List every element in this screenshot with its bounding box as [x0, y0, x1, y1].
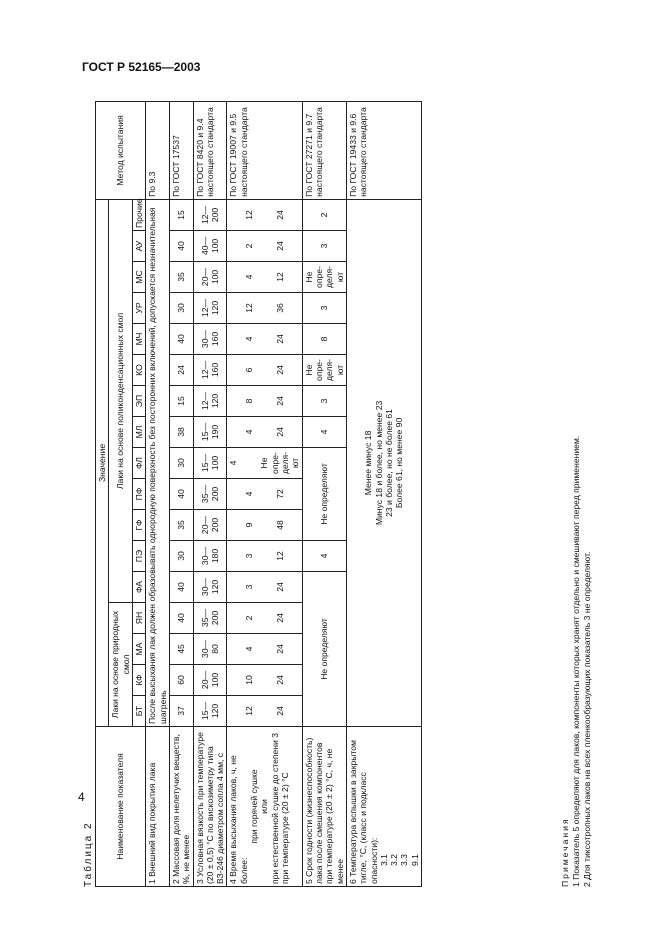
cell: 20— 200	[193, 510, 227, 541]
row-method: По ГОСТ 27271 и 9.7 настоящего стандарта	[302, 101, 346, 199]
cell: 38	[169, 417, 193, 448]
notes-title: Примечания	[560, 817, 570, 887]
cell: 4 12	[227, 262, 302, 293]
cell: Не опре- деля- ют	[302, 355, 346, 386]
not-determined-2: Не определяют	[302, 448, 346, 541]
col-code: Прочие	[132, 199, 145, 230]
cell: 12— 200	[193, 199, 227, 230]
row-method: По ГОСТ 8420 и 9.4 настоящего стандарта	[193, 101, 227, 199]
note-1: 1 Показатель 5 определяют для лаков, компоненты которых хранят отдельно и смешивают перед применением.	[571, 435, 582, 887]
cell: 8 24	[227, 386, 302, 417]
col-code: МЛ	[132, 417, 145, 448]
row-name: 1 Внешний вид покрытия лака	[146, 727, 170, 887]
temp-3-1: Менее минус 18	[363, 430, 374, 496]
cell: 4 72	[227, 479, 302, 510]
table-row	[193, 101, 227, 886]
row-merged-value: После высыхания лак должен образовывать однородную поверхность без посторонних включений, допускается незначительная шагрень	[146, 199, 170, 726]
cell: 60	[169, 665, 193, 696]
cell: 12 36	[227, 293, 302, 324]
cell: 15	[169, 386, 193, 417]
row-name-d: при естественной сушке до степени 3 при температуре (20 ± 2) °С	[269, 732, 290, 884]
temp-3-2: Минус 18 и более, но менее 23	[373, 400, 384, 526]
cell: 37	[169, 696, 193, 727]
row-name-b: при горячей сушке	[249, 769, 260, 844]
cell: 40— 100	[193, 231, 227, 262]
row-name: 5 Срок годности (жизнеспособность) лака после смешения компонентов при температуре (20 ± 2) °С, ч, не менее	[302, 727, 346, 887]
cell: 35— 200	[193, 479, 227, 510]
cell: 12 24	[227, 199, 302, 230]
cell: 12— 160	[193, 355, 227, 386]
temp-9-1: Более 61, но менее 90	[394, 417, 405, 509]
col-code: БТ	[132, 696, 145, 727]
row-name-c: или	[259, 799, 270, 814]
cell: 4 24	[227, 634, 302, 665]
col-code: ПФ	[132, 479, 145, 510]
col-code: ЯН	[132, 603, 145, 634]
cell: 12 24	[227, 696, 302, 727]
cell: 30— 180	[193, 541, 227, 572]
document-header: ГОСТ Р 52165—2003	[82, 60, 201, 74]
cell: 40	[169, 324, 193, 355]
row-name: 2 Массовая доля нелетучих веществ, %, не менее	[169, 727, 193, 887]
table-row	[227, 101, 302, 886]
row-method: По ГОСТ 17537	[169, 101, 193, 199]
row-name: 3 Условная вязкость при температуре (20 ± 0,5) °С по вискозиметру типа ВЗ-246 диаметром сопла 4 мм, с	[193, 727, 227, 887]
col-header-name: Наименование показателя	[96, 727, 146, 887]
class-9-1: 9.1	[409, 854, 420, 866]
cell: 40	[169, 603, 193, 634]
cell: 4	[302, 417, 346, 448]
cell: 30— 80	[193, 634, 227, 665]
table-caption: Таблица 2	[83, 821, 94, 887]
group-natural: Лаки на основе природных смол	[109, 603, 133, 727]
cell: 3 12	[227, 541, 302, 572]
cell: 30	[169, 541, 193, 572]
cell: 40	[169, 479, 193, 510]
cell: 15	[169, 199, 193, 230]
cell: 12— 120	[193, 293, 227, 324]
properties-table	[95, 101, 422, 887]
col-code: ГФ	[132, 510, 145, 541]
cell: 2 24	[227, 603, 302, 634]
cell: 35— 200	[193, 603, 227, 634]
row-method: По ГОСТ 19007 и 9.5 настоящего стандарта	[227, 101, 302, 199]
cell: 30	[169, 293, 193, 324]
cell: 15— 120	[193, 696, 227, 727]
col-code: ФЛ	[132, 448, 145, 479]
col-code: ФА	[132, 572, 145, 603]
note-2: 2 Для тиксотропных лаков на всех пленкообразующих показатель 3 не определяют.	[582, 551, 593, 887]
col-code: ПЭ	[132, 541, 145, 572]
cell: 15— 190	[193, 417, 227, 448]
row-name: 6 Температура вспышки в закрытом тигле, °С, (класс и подкласс опасности): 3.1 3.2 3.3 9.1	[346, 727, 421, 887]
flash-temps	[346, 199, 421, 726]
col-code: КО	[132, 355, 145, 386]
table-row	[302, 101, 346, 886]
class-3-1: 3.1	[378, 854, 389, 866]
cell: 20— 100	[193, 665, 227, 696]
row-method: По ГОСТ 19433 и 9.6 настоящего стандарта	[346, 101, 421, 199]
class-3-2: 3.2	[389, 854, 400, 866]
cell: 4 24	[227, 417, 302, 448]
cell: 12— 120	[193, 386, 227, 417]
cell: 4 24	[227, 324, 302, 355]
row-name	[227, 727, 302, 887]
page-number: 4	[78, 790, 85, 804]
cell: 3 24	[227, 572, 302, 603]
cell: 40	[169, 572, 193, 603]
table-row	[169, 101, 193, 886]
cell: 2	[302, 199, 346, 230]
cell: 4 Не опре- деля- ют	[227, 448, 302, 479]
col-header-method: Метод испытания	[96, 101, 146, 199]
cell: 6 24	[227, 355, 302, 386]
col-code: ЭП	[132, 386, 145, 417]
cell: 30— 120	[193, 572, 227, 603]
cell: 30	[169, 448, 193, 479]
cell: 10 24	[227, 665, 302, 696]
cell: 9 48	[227, 510, 302, 541]
col-code: АУ	[132, 231, 145, 262]
table-row	[346, 101, 421, 886]
cell: 4	[302, 541, 346, 572]
cell: 2 24	[227, 231, 302, 262]
col-code: МЧ	[132, 324, 145, 355]
temp-3-3: 23 и более, но не более 61	[383, 409, 394, 517]
cell: 45	[169, 634, 193, 665]
col-code: МА	[132, 634, 145, 665]
row-name-a: 4 Время высыхания лаков, ч, не более:	[228, 755, 249, 884]
cell: 30— 160	[193, 324, 227, 355]
table-notes	[560, 107, 594, 887]
cell: Не опре- деля- ют	[302, 262, 346, 293]
col-code: УР	[132, 293, 145, 324]
cell: 20— 100	[193, 262, 227, 293]
col-code: МС	[132, 262, 145, 293]
cell: 35	[169, 262, 193, 293]
header-row-1	[96, 101, 109, 886]
group-poly: Лаки на основе поликонденсационных смол	[109, 199, 133, 602]
rotated-table-sheet	[75, 95, 615, 895]
not-determined-1: Не определяют	[302, 572, 346, 727]
row-method: По 9.3	[146, 101, 170, 199]
table-row	[146, 101, 170, 886]
cell: 35	[169, 510, 193, 541]
cell: 15— 100	[193, 448, 227, 479]
cell: 8	[302, 324, 346, 355]
class-3-3: 3.3	[399, 854, 410, 866]
cell: 3	[302, 231, 346, 262]
cell: 3	[302, 293, 346, 324]
cell: 3	[302, 386, 346, 417]
col-header-value: Значение	[96, 199, 109, 726]
col-code: КФ	[132, 665, 145, 696]
cell: 24	[169, 355, 193, 386]
cell: 40	[169, 231, 193, 262]
